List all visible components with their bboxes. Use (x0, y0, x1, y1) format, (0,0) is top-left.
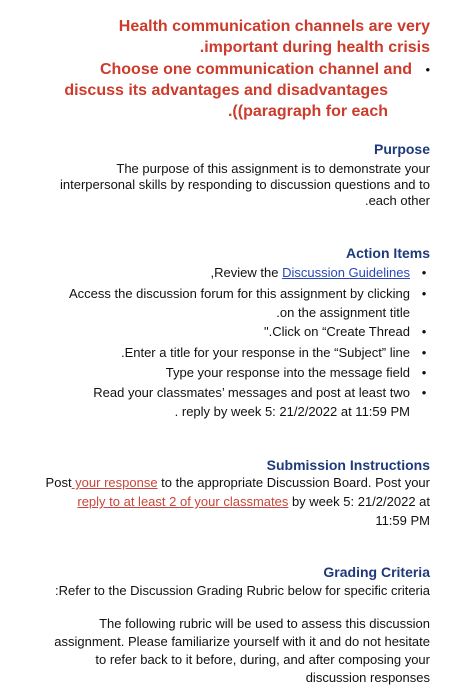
bullet-icon: • (421, 286, 427, 301)
item4-text: .Enter a title for your response in the “Subject” line (120, 345, 410, 360)
item3-text: ".Click on “Create Thread (264, 324, 410, 339)
reply-classmates-link[interactable]: reply to at least 2 of your classmates (77, 494, 289, 509)
bullet-icon: • (421, 265, 427, 280)
bullet-icon: • (421, 365, 427, 380)
item6-text-a: Read your classmates’ messages and post at least two (93, 385, 410, 400)
question-bullet (425, 59, 430, 80)
submission-line-1 (46, 474, 430, 492)
submission-title: Submission Instructions (266, 457, 430, 473)
grading-para-line-3: to refer back to it before, during, and after composing your (95, 652, 430, 667)
action-item-4 (121, 343, 430, 363)
grading-para-line-4: discussion responses (305, 670, 430, 685)
item1-prefix: Review the (214, 265, 283, 280)
purpose-title: Purpose (373, 141, 430, 157)
question-line-3 (100, 59, 412, 80)
your-response-link[interactable]: your response (71, 475, 158, 490)
question-line-1 (119, 16, 430, 37)
question-text-5: .((paragraph for each (227, 103, 388, 120)
question-line-4 (64, 80, 388, 101)
question-text-1: Health communication channels are very (118, 18, 430, 35)
submission-text-1b: to the appropriate Discussion Board. Post your (157, 475, 430, 490)
question-text-3: Choose one communication channel and (99, 61, 412, 78)
item6-text-b: . reply by week 5: 21/2/2022 at 11:59 PM (174, 404, 410, 419)
submission-text-2b: by week 5: 21/2/2022 at (288, 494, 430, 509)
discussion-guidelines-link[interactable]: Discussion Guidelines (282, 265, 410, 280)
question-text-2: .important during health crisis (199, 39, 430, 56)
grading-para-line-2: assignment. Please familiarize yourself with it and do not hesitate (54, 634, 430, 649)
action-items-title: Action Items (345, 245, 430, 261)
grading-line-1: :Refer to the Discussion Grading Rubric below for specific criteria (55, 583, 430, 598)
grading-para-line-1: The following rubric will be used to assess this discussion (99, 616, 430, 631)
purpose-line-1: The purpose of this assignment is to demonstrate your (116, 161, 430, 176)
item5-text: Type your response into the message field (165, 365, 410, 380)
grading-title: Grading Criteria (323, 564, 430, 580)
question-line-2 (200, 37, 430, 58)
submission-line-2 (77, 493, 430, 511)
submission-text-1a: Post (45, 475, 72, 490)
bullet-icon: • (421, 324, 427, 339)
bullet-icon: • (425, 62, 430, 77)
item2-text-a: Access the discussion forum for this assignment by clicking (68, 286, 410, 301)
purpose-line-2: interpersonal skills by responding to discussion questions and to (60, 177, 430, 192)
purpose-line-3: .each other (364, 193, 430, 208)
item2-text-b: .on the assignment title (276, 305, 410, 320)
item1-suffix: , (210, 265, 215, 280)
action-item-3 (264, 322, 430, 342)
bullet-icon: • (421, 385, 427, 400)
action-item-6 (93, 383, 430, 403)
bullet-icon: • (421, 345, 427, 360)
action-item-6-cont (175, 402, 410, 422)
action-item-2 (69, 284, 430, 304)
action-item-2-cont (276, 303, 410, 323)
question-text-4: discuss its advantages and disadvantages (64, 82, 388, 99)
submission-line-3: 11:59 PM (375, 513, 430, 528)
action-item-5 (166, 363, 430, 383)
question-line-5 (228, 101, 388, 122)
action-item-1 (211, 263, 430, 283)
